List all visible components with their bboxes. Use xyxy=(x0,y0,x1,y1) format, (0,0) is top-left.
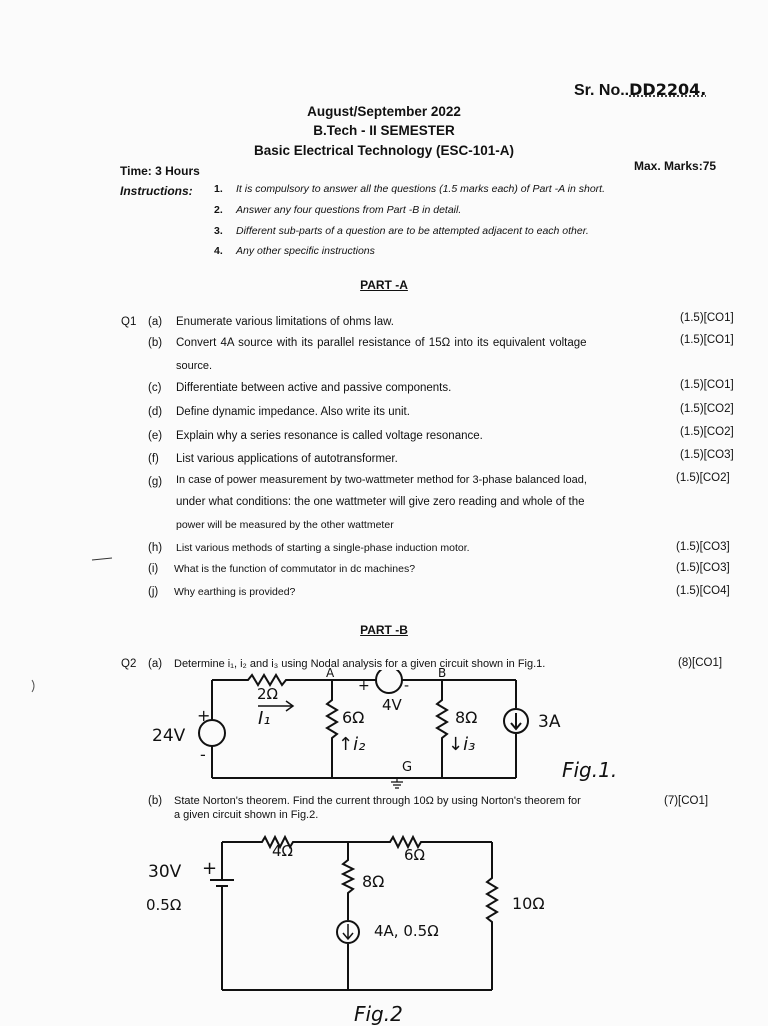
question-text: Explain why a series resonance is called voltage resonance. xyxy=(176,430,483,442)
question-text-cont: under what conditions: the one wattmeter will give zero reading and whole of the xyxy=(176,496,585,508)
question-sub: (e) xyxy=(148,430,163,442)
q2b-text-cont: a given circuit shown in Fig.2. xyxy=(174,809,319,821)
exam-subject: Basic Electrical Technology (ESC-101-A) xyxy=(253,143,515,158)
fig1-source-voltage: 24V xyxy=(152,726,186,746)
question-text: List various methods of starting a single-phase induction motor. xyxy=(176,542,470,554)
question-marks: (1.5)[CO1] xyxy=(680,312,734,324)
fig2-current-source-label: 4A, 0.5Ω xyxy=(374,922,439,940)
fig2-source-resistance: 0.5Ω xyxy=(146,896,182,914)
instruction-item: 2. Answer any four questions from Part -B in detail. xyxy=(214,204,462,216)
question-marks: (1.5)[CO3] xyxy=(680,449,734,461)
fig2-r1-label: 4Ω xyxy=(272,842,294,860)
part-b-heading: PART -B xyxy=(360,623,408,637)
serial-number-value: DD2204. xyxy=(629,80,707,99)
q1-label: Q1 xyxy=(121,316,137,328)
fig1-node-g: G xyxy=(402,760,413,775)
q2a-text: Determine i₁, i₂ and i₃ using Nodal analysis for a given circuit shown in Fig.1. xyxy=(174,658,546,670)
instruction-item: 1. It is compulsory to answer all the questions (1.5 marks each) of Part -A in short. xyxy=(214,183,606,195)
fig1-r2-label: 6Ω xyxy=(342,708,365,727)
question-text: List various applications of autotransformer. xyxy=(176,453,398,465)
question-sub: (h) xyxy=(148,542,163,554)
fig1-caption: Fig.1. xyxy=(562,758,618,782)
question-text: In case of power measurement by two-wattmeter method for 3-phase balanced load, xyxy=(176,474,587,486)
question-marks: (1.5)[CO1] xyxy=(680,334,734,346)
q2-label: Q2 xyxy=(121,658,137,670)
question-marks: (1.5)[CO3] xyxy=(676,541,730,553)
question-text: What is the function of commutator in dc machines? xyxy=(174,563,416,575)
fig2-source-voltage: 30V xyxy=(148,862,182,882)
question-sub: (g) xyxy=(148,476,163,488)
question-sub: (d) xyxy=(148,406,163,418)
question-sub: (c) xyxy=(148,382,162,394)
fig1-r3-label: 8Ω xyxy=(455,708,478,727)
fig1-i3-label: ↓i₃ xyxy=(448,734,476,755)
question-marks: (1.5)[CO3] xyxy=(676,562,730,574)
fig2-r4-label: 10Ω xyxy=(512,894,545,913)
instruction-item: 3. Different sub-parts of a question are to be attempted adjacent to each other. xyxy=(214,225,589,237)
fig1-i1-label: I₁ xyxy=(258,708,271,729)
instructions-label: Instructions: xyxy=(120,184,193,198)
fig2-circuit xyxy=(200,820,520,1020)
exam-session: August/September 2022 xyxy=(307,104,461,119)
fig1-r1-label: 2Ω xyxy=(257,685,279,703)
fig1-node-a: A xyxy=(326,666,335,680)
max-marks: Max. Marks:75 xyxy=(634,159,717,173)
serial-number-label: Sr. No.. xyxy=(574,82,630,99)
fig1-current-source-label: 3A xyxy=(538,712,561,732)
fig1-v2-plus: + xyxy=(358,678,370,694)
fig2-r3-label: 8Ω xyxy=(362,872,385,891)
question-marks: (1.5)[CO4] xyxy=(676,585,730,597)
fig2-r2-label: 6Ω xyxy=(404,846,426,864)
fig2-caption: Fig.2 xyxy=(354,1002,403,1026)
question-text: Enumerate various limitations of ohms law. xyxy=(176,316,394,328)
q2b-text: State Norton's theorem. Find the current through 10Ω by using Norton's theorem for xyxy=(174,795,581,807)
q2a-marks: (8)[CO1] xyxy=(678,657,723,669)
question-marks: (1.5)[CO2] xyxy=(680,426,734,438)
fig1-i2-label: ↑i₂ xyxy=(338,734,366,755)
question-text-cont: source. xyxy=(176,360,213,372)
question-sub: (b) xyxy=(148,337,163,349)
fig1-v2-label: 4V xyxy=(382,696,402,714)
question-marks: (1.5)[CO2] xyxy=(676,472,730,484)
question-text-cont: power will be measured by the other wattmeter xyxy=(176,519,394,531)
fig1-v2-minus: - xyxy=(404,678,410,694)
question-marks: (1.5)[CO1] xyxy=(680,379,734,391)
q2b-sub: (b) xyxy=(148,795,163,807)
instruction-item: 4. Any other specific instructions xyxy=(214,245,375,257)
exam-program: B.Tech - II SEMESTER xyxy=(313,123,455,138)
q2a-sub: (a) xyxy=(148,658,163,670)
question-sub: (a) xyxy=(148,316,163,328)
question-sub: (f) xyxy=(148,453,159,465)
question-text: Differentiate between active and passive components. xyxy=(176,382,452,394)
fig1-source-plus: + xyxy=(197,706,211,725)
fig1-node-b: B xyxy=(438,666,447,680)
fig2-source-plus: + xyxy=(202,858,218,879)
question-sub: (j) xyxy=(148,586,159,598)
question-marks: (1.5)[CO2] xyxy=(680,403,734,415)
fig1-source-minus: - xyxy=(200,745,206,764)
question-text: Why earthing is provided? xyxy=(174,586,296,598)
question-text: Convert 4A source with its parallel resistance of 15Ω into its equivalent voltage xyxy=(176,337,587,349)
part-a-heading: PART -A xyxy=(360,278,408,292)
q2b-marks: (7)[CO1] xyxy=(664,795,709,807)
question-text: Define dynamic impedance. Also write its unit. xyxy=(176,406,410,418)
question-sub: (i) xyxy=(148,563,159,575)
time-allowed: Time: 3 Hours xyxy=(120,164,200,178)
